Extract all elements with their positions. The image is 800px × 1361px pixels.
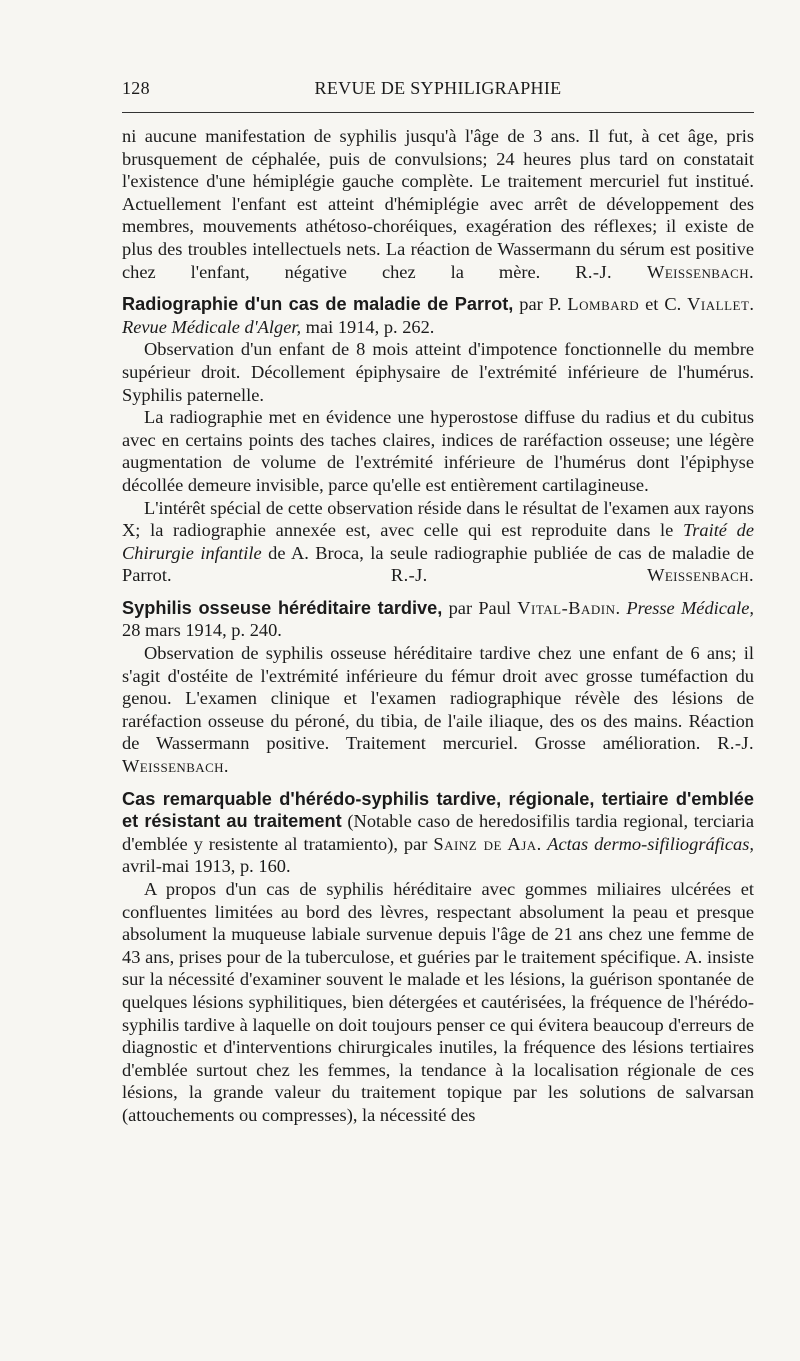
page-body [122,125,754,1127]
article-heading-vital-badin: Syphilis osseuse héréditaire tardive, par Paul Vital-Badin. Presse Médicale, 28 mars 1914, p. 240. [122,597,754,641]
author-name: Sainz de Aja [433,833,537,854]
article-heading-sainz-de-aja: Cas remarquable d'hérédo-syphilis tardive, régionale, tertiaire d'emblée et résistant au traitement (Notable caso de heredosifilis tardia regional, terciaria d'emblée y resistente al tratamiento), par Sainz de Aja. Actas dermo-sifiliográficas, avril-mai 1913, p. 160. [122,788,755,877]
article-paragraph: L'intérêt spécial de cette observation réside dans le résultat de l'examen aux rayons X; la radiographie annexée est, avec celle qui est reproduite dans le Traité de Chirurgie infantile de A. Broca, la seule radiographie publiée de cas de maladie de Parrot. R.-J. Weissenbach. [122,497,755,586]
article-paragraph: Observation de syphilis osseuse héréditaire tardive chez une enfant de 6 ans; il s'agit d'ostéite de l'extrémité inférieure du fémur droit avec grosse tuméfaction du genou. L'examen clinique et l'examen radiographique révèle des lésions de raréfaction osseuse du péroné, du tibia, de l'aile iliaque, des os des mains. Réaction de Wassermann positive. Traitement mercuriel. Grosse amélioration. R.-J. Weissenbach. [122,643,754,777]
journal-name: Presse Médicale, [626,597,754,618]
article-heading-parrot: Radiographie d'un cas de maladie de Parrot, par P. Lombard et C. Viallet. Revue Médicale d'Alger, mai 1914, p. 262. [122,294,754,337]
continuation-text: ni aucune manifestation de syphilis jusqu'à l'âge de 3 ans. Il fut, à cet âge, pris brusquement de céphalée, puis de convulsions; 24 heures plus tard on constatait l'existence d'une hémiplégie gauche complète. Le traitement mercuriel fut institué. Actuellement l'enfant est atteint d'hémiplégie avec arrêt de développement des membres, mouvements athétoso-choréiques, exagération des réflexes; il existe de plus des troubles intellectuels nets. La réaction de Wassermann du sérum est positive chez l'enfant, négative chez la mère. [122,126,754,282]
article-paragraph: La radiographie met en évidence une hyperostose diffuse du radius et du cubitus avec en certains points des taches claires, indices de raréfaction osseuse; une légère augmentation de volume de l'extrémité inférieure de l'humérus dont l'épiphyse décollée demeure invisible, parce qu'elle est entièrement cartilagineuse. [122,407,754,495]
page-number: 128 [122,78,150,98]
continuation-paragraph [122,125,754,283]
signature: R.-J. Weissenbach. [122,733,754,777]
article-title: Radiographie d'un cas de maladie de Parrot, [122,294,514,315]
article-paragraph: A propos d'un cas de syphilis héréditaire avec gommes miliaires ulcérées et confluentes limitées au bord des lèvres, respectant absolument la peau et presque absolument la muqueuse labiale survenue depuis l'âge de 21 ans chez une femme de 43 ans, prises pour de la tuberculose, et guéries par le traitement spécifique. A. insiste sur la nécessité d'examiner souvent le malade et les lésions, la guérison spontanée de quelques lésions syphilitiques, bien détergées et cautérisées, la fréquence de l'hérédo-syphilis tardive à laquelle on doit toujours penser ce qui évitera beaucoup d'erreurs de diagnostic et d'interventions chirurgicales inutiles, la fréquence des lésions tertiaires d'emblée surtout chez les femmes, la tendance à la localisation régionale de ces lésions, la grande valeur du traitement topique par les solutions de salvarsan (attouchements ou compresses), la nécessité des [122,879,754,1125]
signature: R.-J. Weissenbach. [390,565,754,586]
author-name: Vital-Badin [517,597,616,618]
cited-work: Traité de Chirurgie infantile [122,520,755,563]
header-rule [122,112,754,113]
journal-title: REVUE DE SYPHILIGRAPHIE [314,78,562,98]
signature: R.-J. Weissenbach. [575,261,754,282]
article-title: Syphilis osseuse héréditaire tardive, [122,597,443,618]
journal-name: Actas dermo-sifiliográficas, [547,833,755,854]
running-head [122,72,754,102]
article-title: Cas remarquable d'hérédo-syphilis tardive, régionale, tertiaire d'emblée et résistant au traitement [122,788,754,832]
journal-name: Revue Médicale d'Alger, [122,316,302,337]
article-paragraph: Observation d'un enfant de 8 mois atteint d'impotence fonctionnelle du membre supérieur droit. Décollement épiphysaire de l'extrémité inférieure de l'humérus. Syphilis paternelle. [122,339,754,405]
author-name: Viallet [687,294,750,315]
author-name: Lombard [567,294,640,315]
